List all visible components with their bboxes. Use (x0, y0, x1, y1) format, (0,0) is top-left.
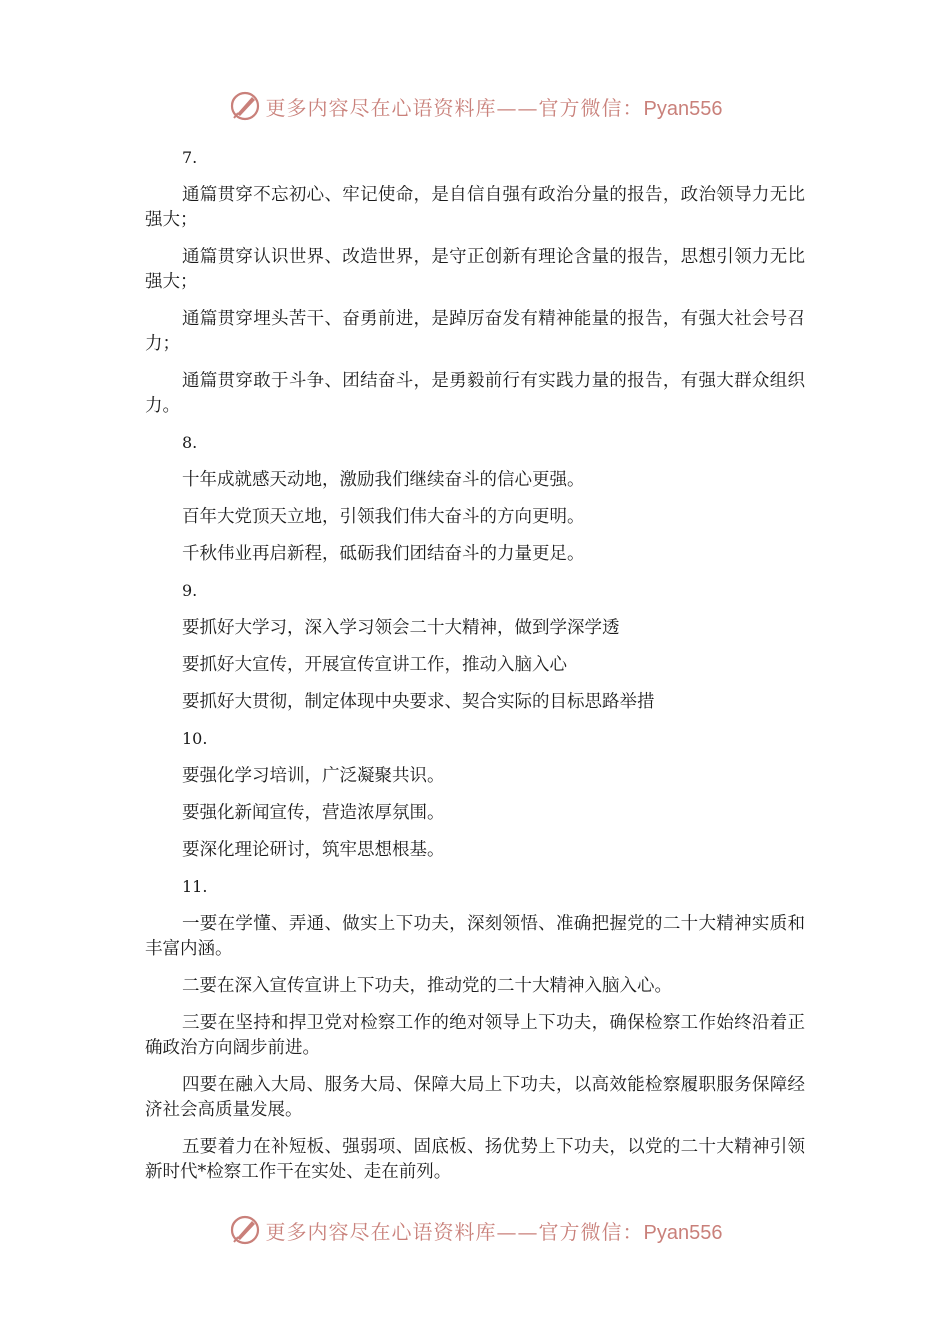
paragraph: 百年大党顶天立地，引领我们伟大奋斗的方向更明。 (182, 507, 585, 527)
paragraph: 通篇贯穿敢于斗争、团结奋斗，是勇毅前行有实践力量的报告，有强大群众组织力。 (145, 371, 805, 416)
paragraph: 五要着力在补短板、强弱项、固底板、扬优势上下功夫，以党的二十大精神引领新时代*检察工作干在实处、走在前列。 (145, 1137, 805, 1182)
section-number: 11. (182, 877, 208, 896)
section-number: 7. (182, 148, 198, 167)
header-banner (0, 86, 950, 126)
header-wechat-id: Pyan556 (643, 97, 723, 120)
paragraph: 通篇贯穿不忘初心、牢记使命，是自信自强有政治分量的报告，政治领导力无比强大； (145, 185, 805, 230)
paragraph: 要抓好大学习，深入学习领会二十大精神，做到学深学透 (182, 618, 620, 638)
paragraph: 十年成就感天动地，激励我们继续奋斗的信心更强。 (182, 470, 585, 490)
paragraph: 一要在学懂、弄通、做实上下功夫，深刻领悟、准确把握党的二十大精神实质和丰富内涵。 (145, 914, 805, 959)
footer-banner-text: 更多内容尽在心语资料库——官方微信：Pyan556 (265, 1219, 723, 1244)
paragraph: 通篇贯穿埋头苦干、奋勇前进，是踔厉奋发有精神能量的报告，有强大社会号召力； (145, 309, 805, 354)
footer-banner (0, 1210, 950, 1250)
footer-wechat-id: Pyan556 (643, 1221, 723, 1244)
section-number: 10. (182, 729, 208, 748)
quill-pen-logo-icon (228, 1213, 262, 1247)
paragraph: 千秋伟业再启新程，砥砺我们团结奋斗的力量更足。 (182, 544, 585, 564)
paragraph: 二要在深入宣传宣讲上下功夫，推动党的二十大精神入脑入心。 (182, 976, 672, 996)
paragraph: 通篇贯穿认识世界、改造世界，是守正创新有理论含量的报告，思想引领力无比强大； (145, 247, 805, 292)
paragraph: 要深化理论研讨，筑牢思想根基。 (182, 840, 445, 860)
section-number: 9. (182, 581, 198, 600)
header-banner-text: 更多内容尽在心语资料库——官方微信：Pyan556 (265, 95, 723, 120)
section-number: 8. (182, 433, 198, 452)
quill-pen-logo-icon (228, 89, 262, 123)
paragraph: 要强化新闻宣传，营造浓厚氛围。 (182, 803, 445, 823)
paragraph: 要强化学习培训，广泛凝聚共识。 (182, 766, 445, 786)
paragraph: 三要在坚持和捍卫党对检察工作的绝对领导上下功夫，确保检察工作始终沿着正确政治方向阔步前进。 (145, 1013, 805, 1058)
paragraph: 四要在融入大局、服务大局、保障大局上下功夫，以高效能检察履职服务保障经济社会高质量发展。 (145, 1075, 805, 1120)
document-body (145, 146, 805, 1197)
paragraph: 要抓好大贯彻，制定体现中央要求、契合实际的目标思路举措 (182, 692, 655, 712)
paragraph: 要抓好大宣传，开展宣传宣讲工作，推动入脑入心 (182, 655, 567, 675)
